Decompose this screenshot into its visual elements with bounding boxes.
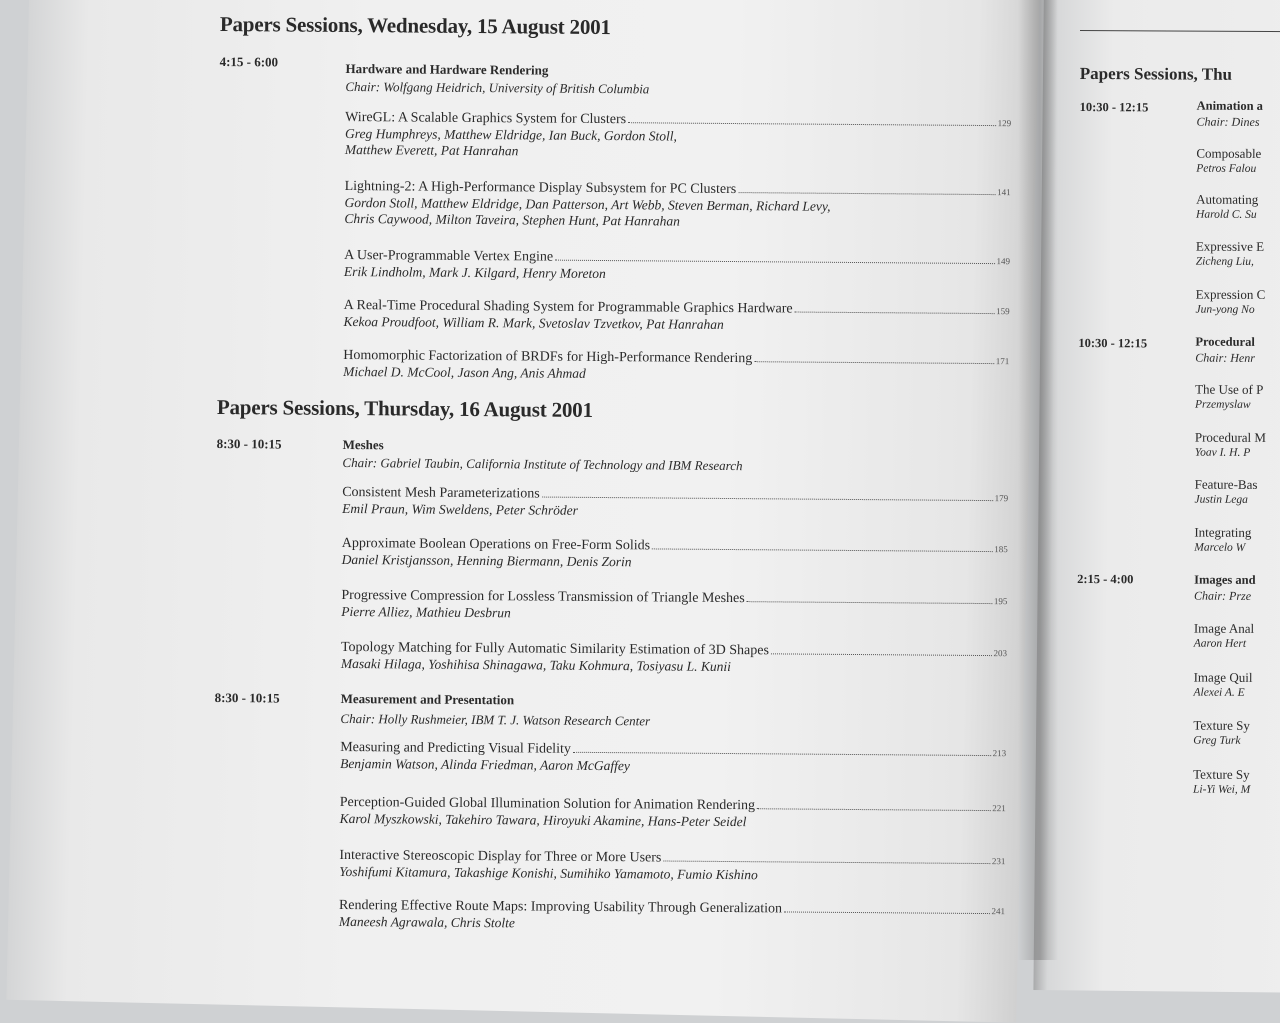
page-number: 129	[997, 118, 1012, 129]
leader-dots	[784, 911, 989, 914]
page-number: 141	[997, 187, 1011, 198]
session-chair: Chair: Holly Rushmeier, IBM T. J. Watson Research Center	[340, 710, 651, 729]
paper-authors: Pierre Alliez, Mathieu Desbrun	[341, 603, 511, 621]
paper-authors: Greg Humphreys, Matthew Eldridge, Ian Buck, Gordon Stoll,	[344, 125, 677, 144]
session-title: Measurement and Presentation	[340, 690, 515, 708]
page-number: 179	[994, 493, 1009, 504]
page-number: 195	[993, 596, 1008, 607]
paper-title: Lightning-2: A High-Performance Display Subsystem for PC Clusters	[344, 178, 737, 198]
session-title: Hardware and Hardware Rendering	[345, 60, 549, 78]
paper-title: The Use of P	[1195, 381, 1264, 397]
paper-title: Texture Sy	[1193, 717, 1250, 733]
paper-authors: Gordon Stoll, Matthew Eldridge, Dan Patterson, Art Webb, Steven Berman, Richard Levy,	[344, 194, 831, 214]
session-chair: Chair: Prze	[1194, 588, 1252, 603]
paper-entry	[345, 110, 1011, 163]
paper-authors: Yoav I. H. P	[1194, 446, 1251, 459]
paper-authors: Justin Lega	[1194, 493, 1248, 506]
paper-entry	[339, 848, 1005, 885]
paper-authors: Daniel Kristjansson, Henning Biermann, Denis Zorin	[341, 551, 632, 570]
leader-dots	[628, 122, 996, 126]
paper-title: Integrating	[1194, 524, 1252, 540]
paper-title: Consistent Mesh Parameterizations	[342, 484, 540, 502]
paper-authors: Michael D. McCool, Jason Ang, Anis Ahmad	[343, 363, 586, 381]
page-number: 203	[993, 648, 1008, 659]
page-number: 213	[992, 748, 1007, 759]
session-time: 8:30 - 10:15	[214, 689, 280, 706]
paper-title: Interactive Stereoscopic Display for Three or More Users	[339, 847, 662, 866]
paper-entry	[344, 298, 1010, 335]
book-gutter-shadow	[1018, 0, 1058, 960]
paper-title: Texture Sy	[1193, 766, 1250, 782]
paper-entry	[339, 898, 1005, 935]
paper-authors: Harold C. Su	[1196, 208, 1257, 221]
leader-dots	[738, 192, 995, 195]
session-title: Meshes	[342, 436, 384, 453]
session-chair: Chair: Dines	[1196, 114, 1260, 129]
paper-entry	[340, 740, 1006, 777]
paper-title: Approximate Boolean Operations on Free-Form Solids	[341, 535, 651, 554]
paper-title: Expressive E	[1195, 238, 1265, 254]
leader-dots	[754, 361, 993, 364]
session-chair: Chair: Wolfgang Heidrich, University of British Columbia	[345, 78, 650, 97]
paper-entry	[342, 485, 1008, 522]
session-time: 10:30 - 12:15	[1079, 99, 1149, 115]
session-title: Animation a	[1196, 98, 1263, 113]
session-title: Procedural	[1195, 334, 1255, 349]
paper-authors: Li-Yi Wei, M	[1192, 783, 1251, 796]
page-number: 159	[996, 306, 1010, 317]
paper-title: Perception-Guided Global Illumination Solution for Animation Rendering	[339, 794, 756, 814]
paper-authors: Matthew Everett, Pat Hanrahan	[344, 141, 519, 159]
session-time: 10:30 - 12:15	[1078, 335, 1148, 351]
leader-dots	[573, 752, 991, 756]
session-title: Images and	[1194, 572, 1256, 587]
paper-title: Expression C	[1195, 286, 1266, 302]
paper-authors: Alexei A. E	[1193, 686, 1245, 699]
page-number: 149	[996, 256, 1011, 267]
section-heading-thursday: Papers Sessions, Thursday, 16 August 2001	[216, 394, 593, 422]
paper-entry	[344, 248, 1010, 285]
page-number: 241	[991, 906, 1006, 917]
page-number: 171	[995, 356, 1010, 367]
paper-authors: Karol Myszkowski, Takehiro Tawara, Hiroyuki Akamine, Hans-Peter Seidel	[339, 810, 747, 830]
paper-authors: Maneesh Agrawala, Chris Stolte	[338, 913, 515, 931]
leader-dots	[663, 861, 989, 865]
paper-entry	[340, 795, 1006, 832]
paper-title: Homomorphic Factorization of BRDFs for High-Performance Rendering	[343, 347, 753, 367]
section-heading-thursday-right: Papers Sessions, Thu	[1079, 63, 1233, 84]
paper-authors: Masaki Hilaga, Yoshihisa Shinagawa, Taku Kohmura, Tosiyasu L. Kunii	[340, 655, 732, 675]
paper-authors: Przemyslaw	[1195, 398, 1251, 411]
paper-authors: Marcelo W	[1194, 541, 1246, 554]
paper-authors: Petros Falou	[1196, 162, 1257, 175]
paper-authors: Chris Caywood, Milton Taveira, Stephen Hunt, Pat Hanrahan	[344, 210, 680, 229]
session-chair: Chair: Gabriel Taubin, California Institute of Technology and IBM Research	[342, 454, 743, 474]
paper-authors: Erik Lindholm, Mark J. Kilgard, Henry Moreton	[343, 263, 606, 282]
paper-title: Measuring and Predicting Visual Fidelity	[340, 739, 571, 757]
paper-title: A Real-Time Procedural Shading System for Programmable Graphics Hardware	[343, 297, 793, 317]
paper-authors: Benjamin Watson, Alinda Friedman, Aaron McGaffey	[340, 755, 631, 774]
paper-authors: Zicheng Liu,	[1195, 255, 1254, 268]
paper-title: A User-Programmable Vertex Engine	[344, 247, 554, 265]
paper-entry	[342, 536, 1008, 573]
leader-dots	[652, 548, 992, 552]
paper-title: Procedural M	[1194, 429, 1267, 445]
leader-dots	[542, 497, 993, 502]
paper-title: Topology Matching for Fully Automatic Similarity Estimation of 3D Shapes	[340, 639, 769, 659]
paper-authors: Jun-yong No	[1195, 303, 1255, 316]
paper-authors: Kekoa Proudfoot, William R. Mark, Svetoslav Tzvetkov, Pat Hanrahan	[343, 313, 724, 332]
leader-dots	[555, 260, 994, 264]
paper-entry	[341, 640, 1007, 677]
paper-entry	[343, 348, 1009, 385]
section-heading-wednesday: Papers Sessions, Wednesday, 15 August 2001	[219, 12, 611, 40]
paper-authors: Emil Praun, Wim Sweldens, Peter Schröder	[342, 500, 578, 518]
paper-entry	[344, 179, 1010, 232]
paper-title: Image Anal	[1193, 620, 1255, 636]
paper-title: Image Quil	[1193, 669, 1253, 685]
session-time: 8:30 - 10:15	[216, 435, 282, 452]
paper-title: Rendering Effective Route Maps: Improving Usability Through Generalization	[338, 897, 783, 917]
leader-dots	[757, 808, 990, 811]
paper-title: WireGL: A Scalable Graphics System for Clusters	[345, 109, 627, 128]
leader-dots	[747, 601, 992, 604]
right-page-content	[1077, 30, 1280, 796]
page-number: 185	[994, 544, 1008, 555]
paper-authors: Aaron Hert	[1193, 637, 1247, 650]
session-time: 4:15 - 6:00	[219, 53, 279, 70]
paper-title: Automating	[1196, 191, 1259, 207]
paper-authors: Yoshifumi Kitamura, Takashige Konishi, Sumihiko Yamamoto, Fumio Kishino	[339, 863, 758, 883]
paper-title: Feature-Bas	[1194, 476, 1258, 492]
page-number: 221	[992, 803, 1006, 814]
paper-entry	[341, 588, 1007, 625]
session-time: 2:15 - 4:00	[1077, 571, 1134, 587]
session-chair: Chair: Henr	[1195, 350, 1255, 365]
leader-dots	[771, 653, 992, 656]
leader-dots	[795, 312, 995, 315]
paper-title: Progressive Compression for Lossless Transmission of Triangle Meshes	[341, 587, 745, 607]
paper-authors: Greg Turk	[1193, 734, 1241, 747]
page-number: 231	[991, 856, 1006, 867]
paper-title: Composable	[1196, 145, 1262, 161]
